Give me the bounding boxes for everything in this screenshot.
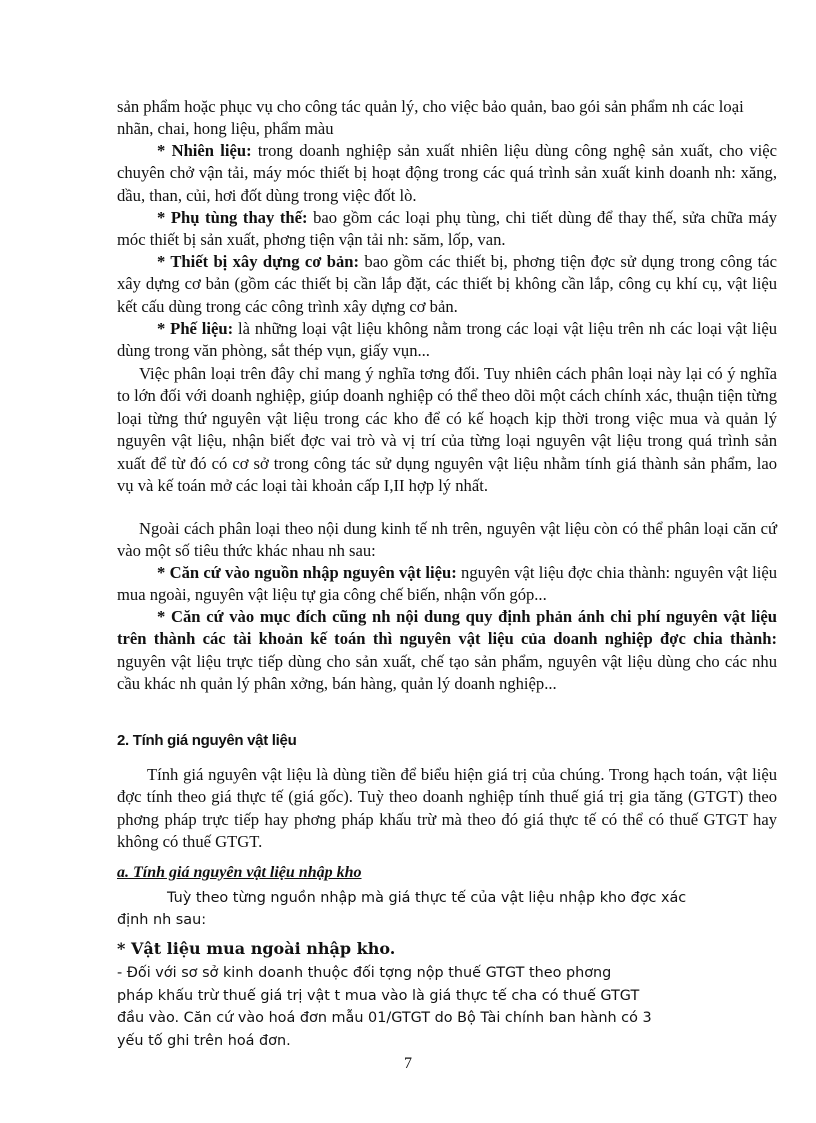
paragraph-classification-meaning [117, 363, 777, 497]
subsection-heading: a. Tính giá nguyên vật liệu nhập kho [117, 864, 362, 881]
term-label: * Căn cứ vào nguồn nhập nguyên vật liệu: [157, 563, 457, 582]
paragraph-fuel [117, 140, 777, 207]
line: định nh sau: [117, 912, 207, 928]
paragraph-text: Tính giá nguyên vật liệu là dùng tiền để biểu hiện giá trị của chúng. Trong hạch toán, vật liệu đợc tính theo giá thực tế (giá gốc). Tuỳ theo doanh nghiệp tính thuế giá trị gia tăng (GTGT) theo phơng pháp trực tiếp hay phơng pháp khấu trừ mà theo đó giá thực tế có thể có thuế GTGT hay không có thuế GTGT. [117, 765, 777, 852]
paragraph-by-source [117, 562, 777, 607]
page-number: 7 [404, 1055, 412, 1072]
line: yếu tố ghi trên hoá đơn. [117, 1033, 291, 1049]
line: đầu vào. Căn cứ vào hoá đơn mẫu 01/GTGT do Bộ Tài chính ban hành có 3 [117, 1010, 652, 1026]
paragraph-scrap [117, 318, 777, 363]
paragraph-text: nguyên vật liệu trực tiếp dùng cho sản xuất, chế tạo sản phẩm, nguyên vật liệu dùng cho các nhu cầu khác nh quản lý phân xởng, bán hàng, quản lý doanh nghiệp... [117, 651, 777, 694]
line: - Đối với sơ sở kinh doanh thuộc đối tợng nộp thuế GTGT theo phơng [117, 965, 612, 981]
line: pháp khấu trừ thuế giá trị vật t mua vào là giá thực tế cha có thuế GTGT [117, 988, 640, 1004]
paragraph-valuation [117, 764, 777, 854]
term-label: * Phế liệu: [157, 319, 234, 338]
paragraph-construction-equipment [117, 251, 777, 318]
material-heading: * Vật liệu mua ngoài nhập kho. [117, 939, 396, 958]
paragraph-other-criteria [117, 518, 777, 563]
term-label: * Căn cứ vào mục đích cũng nh nội dung quy định phản ánh chi phí nguyên vật liệu trên thành các tài khoản kế toán thì nguyên vật liệu của doanh nghiệp đợc chia thành: [117, 607, 777, 649]
paragraph-text: trong doanh nghiệp sản xuất nhiên liệu dùng công nghệ sản xuất, cho việc chuyên chở vận tải, máy móc thiết bị hoạt động trong các quá trình sản xuất kinh doanh nh: xăng, dầu, than, củi, hơi đốt dùng trong việc đốt lò. [117, 141, 777, 205]
paragraph-text: sản phẩm hoặc phục vụ cho công tác quản lý, cho việc bảo quản, bao gói sản phẩm nh các loại nhãn, chai, hong liệu, phẩm màu [117, 97, 744, 139]
term-label: * Thiết bị xây dựng cơ bản: [157, 252, 360, 271]
section-heading: 2. Tính giá nguyên vật liệu [117, 732, 297, 749]
paragraph-text: là những loại vật liệu không nằm trong các loại vật liệu trên nh các loại vật liệu dùng trong văn phòng, sắt thép vụn, giấy vụn... [117, 319, 777, 361]
paragraph-by-purpose [117, 606, 777, 696]
paragraph-text: Việc phân loại trên đây chỉ mang ý nghĩa tơng đối. Tuy nhiên cách phân loại này lại có ý nghĩa to lớn đối với doanh nghiệp, giúp doanh nghiệp có thể theo dõi một cách chính xác, thuận tiện từng loại từng thứ nguyên vật liệu trong các kho để có kế hoạch kịp thời trong việc mua và quản lý nguyên vật liệu, nhận biết đợc vai trò và vị trí của từng loại nguyên vật liệu trong quá trình sản xuất để từ đó có cơ sở trong công tác sử dụng nguyên vật liệu nhằm tính giá thành sản phẩm, lao vụ và kế toán mở các loại tài khoản cấp I,II hợp lý nhất. [117, 364, 777, 496]
paragraph-text: bao gồm các loại phụ tùng, chi tiết dùng để thay thế, sửa chữa máy móc thiết bị sản xuất, phơng tiện vận tải nh: săm, lốp, van. [117, 208, 777, 250]
paragraph-text: nguyên vật liệu đợc chia thành: nguyên vật liệu mua ngoài, nguyên vật liệu tự gia công chế biến, nhận vốn góp... [117, 563, 777, 605]
paragraph-text: Ngoài cách phân loại theo nội dung kinh tế nh trên, nguyên vật liệu còn có thể phân loại căn cứ vào một số tiêu thức khác nhau nh sau: [117, 519, 777, 561]
paragraph-spare-parts [117, 207, 777, 252]
term-label: * Nhiên liệu: [157, 141, 252, 160]
line: Tuỳ theo từng nguồn nhập mà giá thực tế của vật liệu nhập kho đợc xác [167, 890, 687, 906]
paragraph-packaging [117, 96, 777, 141]
paragraph-text: bao gồm các thiết bị, phơng tiện đợc sử dụng trong công tác xây dựng cơ bản (gồm các thiết bị cần lắp đặt, các thiết bị không cần lắp, công cụ khí cụ, vật liệu kết cấu dùng trong các công trình xây dựng cơ bản. [117, 252, 778, 316]
term-label: * Phụ tùng thay thế: [157, 208, 308, 227]
